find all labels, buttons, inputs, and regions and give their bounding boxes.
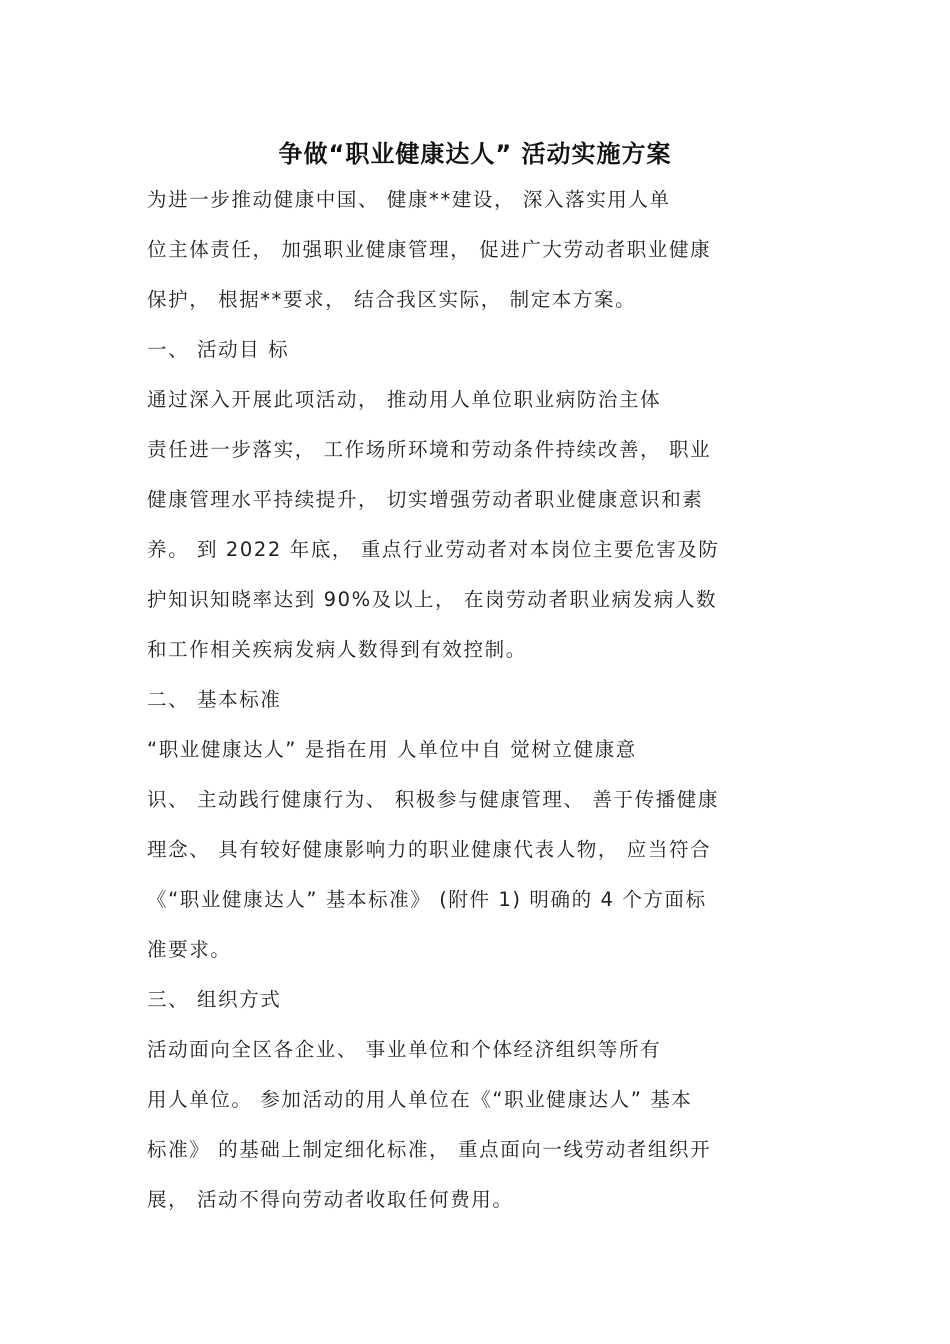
paragraph-line: 健康管理水平持续提升， 切实增强劳动者职业健康意识和素 xyxy=(147,488,704,511)
paragraph-line: 责任进一步落实， 工作场所环境和劳动条件持续改善， 职业 xyxy=(147,438,712,461)
paragraph-line: “职业健康达人” 是指在用 人单位中自 觉树立健康意 xyxy=(147,738,637,761)
paragraph-line: 准要求。 xyxy=(147,938,232,961)
paragraph-line: 和工作相关疾病发病人数得到有效控制。 xyxy=(147,638,527,661)
paragraph-line: 《“职业健康达人” 基本标准》 (附件 1) 明确的 4 个方面标 xyxy=(147,888,707,911)
paragraph-line: 养。 到 2022 年底， 重点行业劳动者对本岗位主要危害及防 xyxy=(147,538,720,561)
document-title: 争做“职业健康达人” 活动实施方案 xyxy=(278,140,672,168)
paragraph-line: 活动面向全区各企业、 事业单位和个体经济组织等所有 xyxy=(147,1038,662,1061)
section-heading-2: 二、 基本标准 xyxy=(147,688,282,711)
section-heading-3: 三、 组织方式 xyxy=(147,988,282,1011)
paragraph-line: 用人单位。 参加活动的用人单位在《“职业健康达人” 基本 xyxy=(147,1088,693,1111)
paragraph-line: 识、 主动践行健康行为、 积极参与健康管理、 善于传播健康 xyxy=(147,788,719,811)
paragraph-line: 保护， 根据**要求， 结合我区实际， 制定本方案。 xyxy=(147,288,637,311)
paragraph-line: 为进一步推动健康中国、 健康**建设， 深入落实用人单 xyxy=(147,188,671,211)
paragraph-line: 护知识知晓率达到 90%及以上， 在岗劳动者职业病发病人数 xyxy=(147,588,718,611)
paragraph-line: 通过深入开展此项活动， 推动用人单位职业病防治主体 xyxy=(147,388,662,411)
paragraph-line: 位主体责任， 加强职业健康管理， 促进广大劳动者职业健康 xyxy=(147,238,712,261)
paragraph-line: 展， 活动不得向劳动者收取任何费用。 xyxy=(147,1188,514,1211)
paragraph-line: 标准》 的基础上制定细化标准， 重点面向一线劳动者组织开 xyxy=(147,1138,712,1161)
section-heading-1: 一、 活动目 标 xyxy=(147,338,290,361)
paragraph-line: 理念、 具有较好健康影响力的职业健康代表人物， 应当符合 xyxy=(147,838,712,861)
